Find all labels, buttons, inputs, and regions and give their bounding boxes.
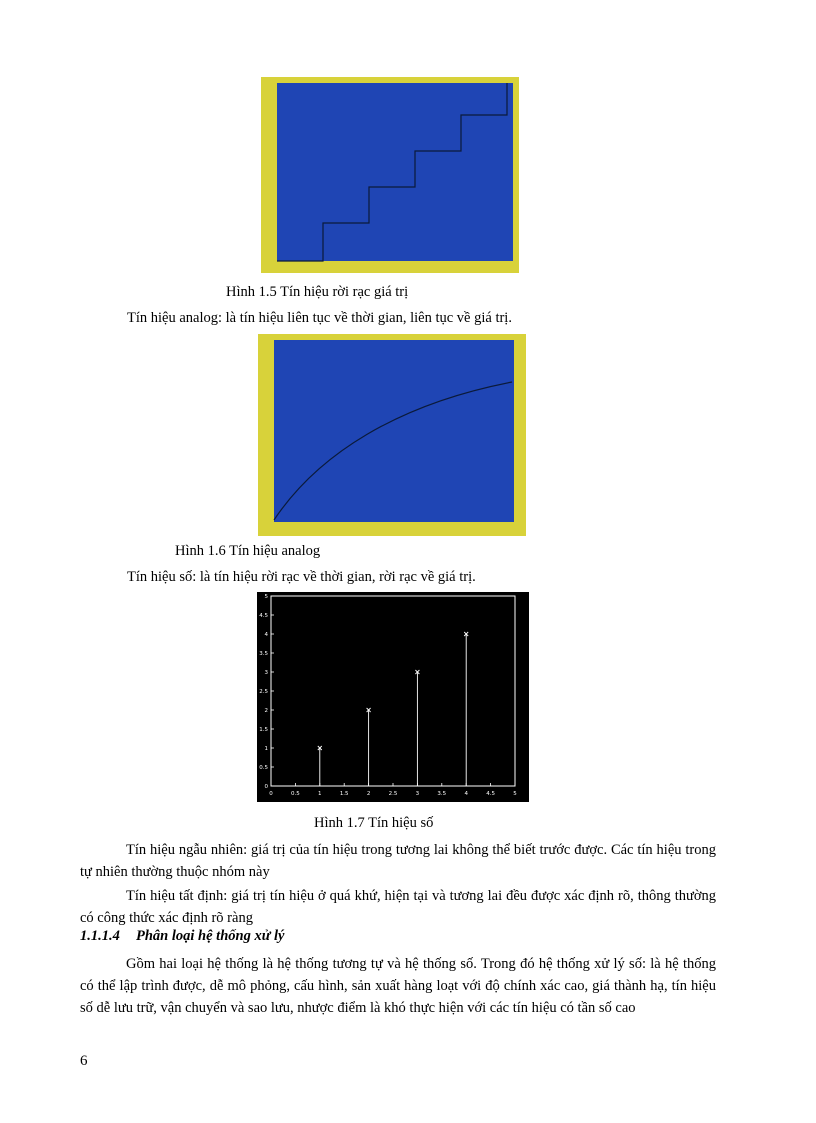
y-tick-label: 0	[264, 784, 268, 790]
random-signal-paragraph	[80, 839, 716, 883]
x-tick-label: 0.5	[291, 791, 300, 797]
y-tick-label: 5	[264, 594, 268, 600]
random-signal-text: Tín hiệu ngẫu nhiên: giá trị của tín hiệu trong tương lai không thể biết trước được. Các tín hiệu trong tự nhiên thường thuộc nhóm này	[80, 842, 716, 880]
digital-definition: Tín hiệu số: là tín hiệu rời rạc về thời gian, rời rạc về giá trị.	[127, 569, 476, 585]
x-tick-label: 3.5	[437, 791, 447, 797]
figure-1-6-analog-signal	[258, 334, 526, 536]
y-tick-label: 3	[264, 670, 268, 676]
deterministic-signal-paragraph	[80, 885, 716, 929]
x-tick-label: 1	[318, 791, 322, 797]
y-tick-label: 3.5	[259, 651, 268, 657]
figure-1-7-digital-signal	[257, 592, 529, 802]
x-tick-label: 2.5	[388, 791, 398, 797]
plot-area	[277, 83, 513, 261]
deterministic-signal-text: Tín hiệu tất định: giá trị tín hiệu ở quá khứ, hiện tại và tương lai đều được xác định rõ, thông thường có công thức xác định rõ ràng	[80, 888, 716, 926]
system-classification-paragraph	[80, 953, 716, 1019]
x-tick-label: 0	[269, 791, 273, 797]
x-tick-label: 3	[415, 791, 420, 797]
x-tick-label: 1.5	[339, 791, 349, 797]
figure-background	[257, 592, 529, 802]
page-number: 6	[80, 1053, 88, 1069]
y-tick-label: 4	[264, 632, 268, 638]
x-tick-label: 4.5	[486, 791, 495, 797]
y-tick-label: 2.5	[259, 689, 268, 695]
x-tick-label: 4	[464, 791, 468, 797]
figure-1-5-caption: Hình 1.5 Tín hiệu rời rạc giá trị	[226, 284, 409, 300]
y-tick-label: 0.5	[259, 765, 268, 771]
y-tick-label: 4.5	[259, 613, 268, 619]
plot-area	[274, 340, 514, 522]
section-title: Phân loại hệ thống xử lý	[136, 928, 285, 944]
analog-definition: Tín hiệu analog: là tín hiệu liên tục về thời gian, liên tục về giá trị.	[127, 310, 512, 326]
section-heading	[80, 928, 284, 945]
figure-1-5-discrete-value-signal	[261, 77, 519, 273]
figure-1-6-caption: Hình 1.6 Tín hiệu analog	[175, 543, 321, 559]
y-tick-label: 1	[264, 746, 268, 752]
y-tick-label: 2	[264, 708, 268, 714]
system-classification-text: Gồm hai loại hệ thống là hệ thống tương tự và hệ thống số. Trong đó hệ thống xử lý số: là hệ thống có thể lập trình được, dễ mô phỏng, cấu hình, sản xuất hàng loạt với độ chính xác cao, giá thành hạ, tín hiệu số dễ lưu trữ, vận chuyển và sao lưu, nhược điểm là khó thực hiện với các tín hiệu có tần số cao	[80, 956, 716, 1016]
section-number: 1.1.1.4	[80, 928, 120, 944]
y-tick-label: 1.5	[259, 727, 268, 733]
figure-1-7-caption: Hình 1.7 Tín hiệu số	[314, 815, 434, 831]
x-tick-label: 2	[366, 791, 371, 797]
x-tick-label: 5	[513, 791, 517, 797]
